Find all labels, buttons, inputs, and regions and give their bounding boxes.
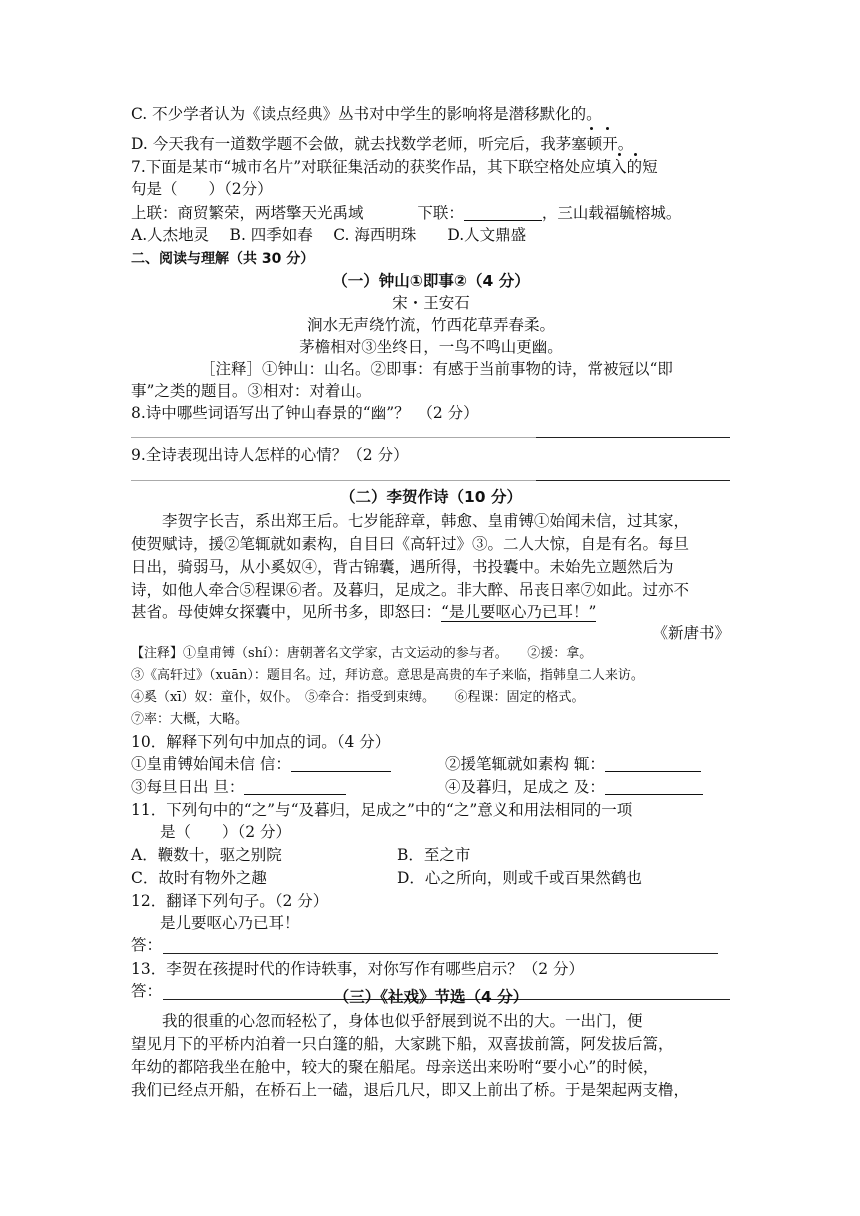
q10-blank-2[interactable] (605, 755, 701, 772)
shexi-line-1: 我的很重的心忽而轻松了，身体也似乎舒展到说不出的大。一出门，便 (162, 1012, 643, 1030)
shexi-line-2: 望见月下的平桥内泊着一只白篷的船，大家跳下船，双喜拔前篙，阿发拔后篙， (131, 1035, 674, 1053)
poem-heading: （一）钟山①即事②（4 分） (332, 272, 530, 290)
answer-line[interactable] (536, 437, 730, 438)
poem-line-1: 涧水无声绕竹流，竹西花草弄春柔。 (306, 316, 555, 334)
q7-lower-suffix: ，三山载福毓榕城。 (541, 204, 682, 222)
q12-sentence: 是儿要呕心乃已耳！ (160, 914, 300, 932)
q10-item-2-text: ②援笔辄就如素构 辄： (445, 755, 605, 773)
lihe-para-line5-text: 甚省。母使婢女探囊中，见所书多，即怒曰： (131, 603, 442, 621)
lihe-heading: （二）李贺作诗（10 分） (340, 488, 522, 506)
lihe-note-4: ⑦率：大概，大略。 (131, 712, 249, 727)
section-title: 二、阅读与理解（共 30 分） (131, 251, 315, 267)
shexi-line-4: 我们已经点开船，在桥石上一磕，退后几尺，即又上前出了桥。于是架起两支橹， (131, 1081, 690, 1099)
q10-item-3-text: ③每旦日出 旦： (131, 778, 245, 796)
q8-question: 8.诗中哪些词语写出了钟山春景的“幽”？ （2 分） (131, 404, 479, 422)
emphasis-dot (590, 127, 593, 130)
lihe-note-2: ③《高轩过》（xuān）：题目名。过，拜访意。意思是高贵的车子来临，指韩皇二人来访。 (131, 668, 644, 683)
q11-option-b: B．至之市 (397, 846, 471, 864)
q13-answer-label: 答： (131, 982, 163, 1000)
shexi-heading: （三）《社戏》节选（4 分） (333, 988, 529, 1006)
q10-item-1-text: ①皇甫镈始闻未信 信： (131, 755, 291, 773)
lihe-para-line2: 使贺赋诗，援②笔辄就如素构，自目曰《高轩过》③。二人大惊，自是有名。每旦 (131, 535, 690, 553)
lihe-note-1: 【注释】①皇甫镈（shí）：唐朝著名文学家，古文运动的参与者。 ②援：拿。 (131, 646, 593, 661)
q13-stem: 13．李贺在孩提时代的作诗轶事，对你写作有哪些启示？（2 分） (131, 960, 585, 978)
q10-stem: 10．解释下列句中加点的词。（4 分） (131, 733, 391, 751)
q9-question: 9.全诗表现出诗人怎样的心情？（2 分） (131, 446, 409, 464)
q7-options: A.人杰地灵 B. 四季如春 C. 海西明珠 D.人文鼎盛 (131, 226, 527, 244)
q11-option-c: C．故时有物外之趣 (131, 869, 267, 887)
q7-couplet (131, 202, 731, 224)
q11-stem-line2: 是（ ）（2 分） (160, 823, 292, 841)
q11-stem-line1: 11．下列句中的“之”与“及暮归，足成之”中的“之”意义和用法相同的一项 (131, 801, 633, 819)
q7-stem-line1: 7.下面是某市“城市名片”对联征集活动的获奖作品，其下联空格处应填入的短 (131, 158, 658, 176)
lihe-para-line4: 诗，如他人牵合⑤程课⑥者。及暮归，足成之。非大醉、吊丧日率⑦如此。过亦不 (131, 581, 690, 599)
q6-option-d: D. 今天我有一道数学题不会做，就去找数学老师，听完后，我茅塞顿开。 (131, 135, 634, 153)
poem-author: 宋・王安石 (392, 294, 470, 312)
answer-line[interactable] (131, 480, 536, 481)
lihe-source: 《新唐书》 (652, 624, 730, 642)
q7-lower-prefix: 下联： (417, 204, 464, 222)
lihe-quote: “是儿要呕心乃已耳！” (441, 603, 597, 621)
answer-line[interactable] (536, 480, 730, 481)
q10-item-4-text: ④及暮归，足成之 及： (445, 778, 605, 796)
q12-answer-line[interactable] (163, 953, 718, 954)
q7-answer-blank[interactable] (464, 204, 542, 221)
answer-line[interactable] (131, 437, 536, 438)
emphasis-dot (606, 127, 609, 130)
poem-note-line2: 事”之类的题目。③相对：对着山。 (131, 382, 372, 400)
lihe-para-line3: 日出，骑弱马，从小奚奴④，背古锦囊，遇所得，书投囊中。未始先立题然后为 (131, 558, 674, 576)
lihe-para-line5 (131, 601, 731, 623)
q11-option-d: D．心之所向，则或千或百果然鹤也 (397, 869, 642, 887)
q10-item-2 (445, 753, 735, 775)
q11-option-a: A．鞭数十，驱之别院 (131, 846, 282, 864)
q7-upper-couplet: 上联：商贸繁荣，两塔擎天光禹域 (131, 204, 364, 222)
q10-blank-4[interactable] (605, 778, 703, 795)
lihe-note-3: ④奚（xī）奴：童仆，奴仆。 ⑤牵合：指受到束缚。 ⑥程课：固定的格式。 (131, 690, 585, 705)
poem-note-line1: ［注释］①钟山：山名。②即事：有感于当前事物的诗，常被冠以“即 (200, 360, 673, 378)
q12-answer-label: 答： (131, 936, 163, 954)
q6-option-c: C. 不少学者认为《读点经典》丛书对中学生的影响将是潜移默化的。 (131, 105, 602, 123)
shexi-line-3: 年幼的都陪我坐在舱中，较大的聚在船尾。母亲送出来吩咐“要小心”的时候， (131, 1058, 659, 1076)
q12-stem: 12．翻译下列句子。（2 分） (131, 892, 329, 910)
q10-blank-1[interactable] (291, 755, 391, 772)
lihe-para-line1: 李贺字长吉，系出郑王后。七岁能辞章，韩愈、皇甫镈①始闻未信，过其家， (162, 512, 690, 530)
q7-stem-line2: 句是（ ）（2分） (131, 180, 273, 198)
q10-item-4 (445, 776, 735, 798)
poem-line-2: 茅檐相对③坐终日，一鸟不鸣山更幽。 (299, 338, 563, 356)
q10-blank-3[interactable] (244, 778, 346, 795)
